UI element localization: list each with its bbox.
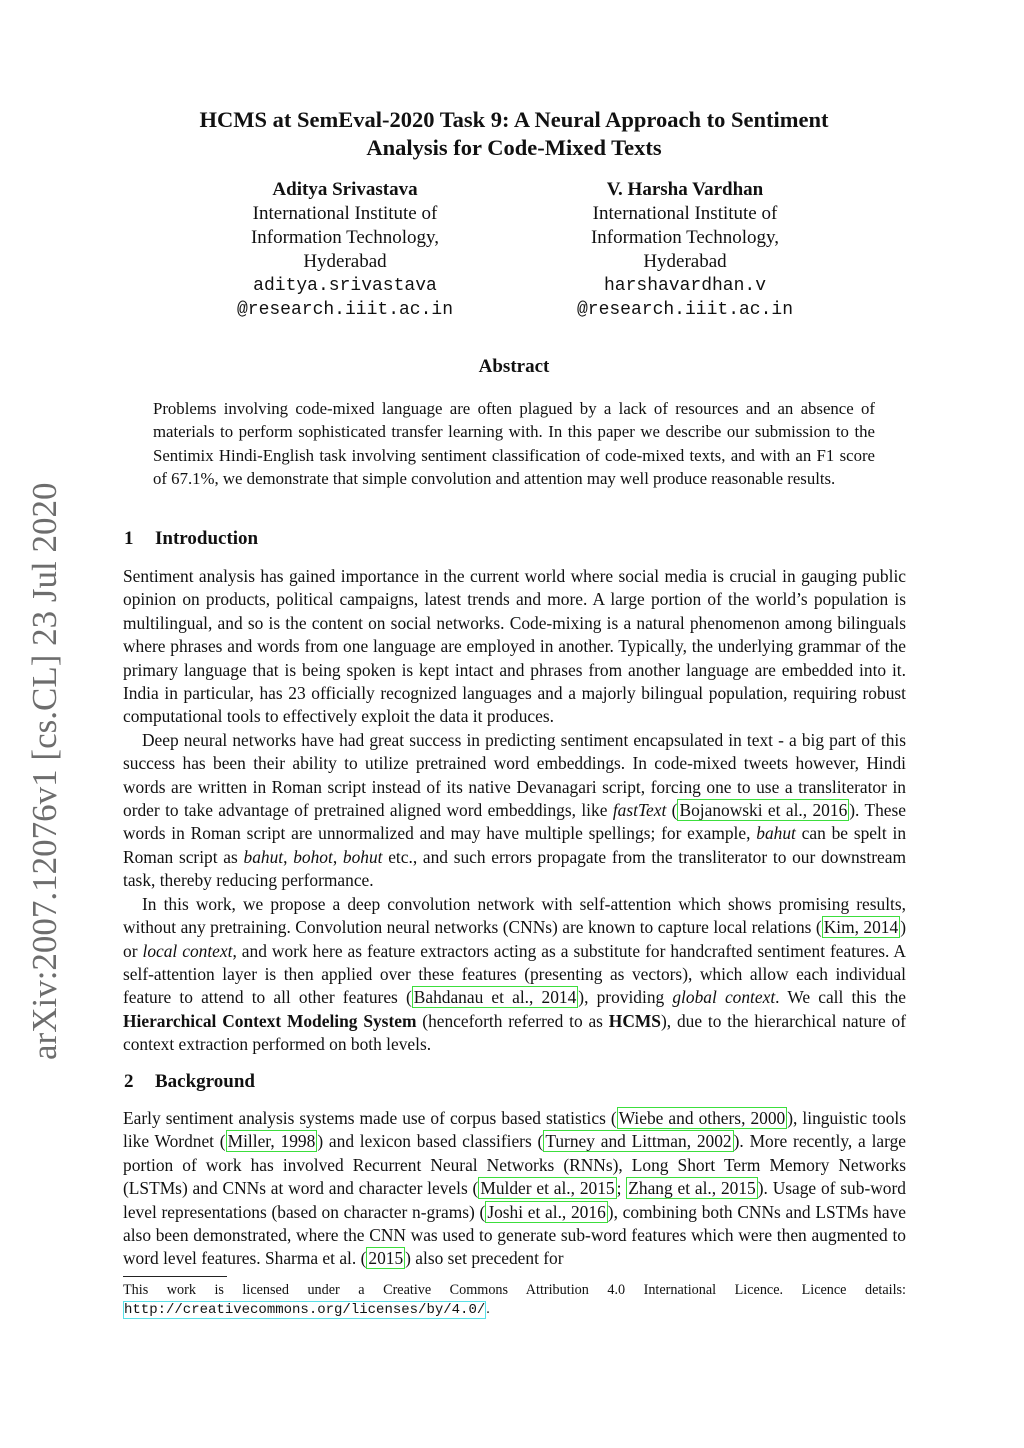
abstract-text: Problems involving code-mixed language are often plagued by a lack of resources and an absence of materials to perform sophisticated transfer learning with. In this paper we describe our submission to the Sentimix Hindi-English task involving sentiment classification of code-mixed texts, and with an F1 score of 67.1%, we demonstrate that simple convolution and attention may well produce reasonable results. bbox=[153, 399, 875, 489]
author-affiliation: International Institute of bbox=[592, 203, 778, 224]
citation-link[interactable]: Wiebe and others, 2000 bbox=[618, 1108, 786, 1128]
abstract-heading: Abstract bbox=[478, 356, 550, 377]
section-title: Background bbox=[155, 1071, 255, 1092]
title-line-2: Analysis for Code-Mixed Texts bbox=[366, 135, 662, 160]
paper-title bbox=[120, 106, 908, 162]
footnote-rule bbox=[123, 1276, 227, 1277]
section-heading-background bbox=[124, 1071, 255, 1093]
paragraph: Deep neural networks have had great success in predicting sentiment encapsulated in text - a big part of this success has been their ability to utilize pretrained word embeddings. In code-mixed tweets however, Hindi words are written in Roman script instead of its native Devanagari script, forcing one to use a transliterator in order to take advantage of pretrained aligned word embeddings, like fastText ( Bojanowski et al., 2016 ). These words in Roman script are unnormalized and may have multiple spellings; for example, bahut can be spelt in Roman script as bahut, bohot, bohut etc., and such errors propagate from the transliterator to our downstream task, thereby reducing performance. bbox=[123, 729, 907, 891]
background-body bbox=[123, 1107, 906, 1271]
author-email: harshavardhan.v bbox=[603, 276, 767, 296]
paragraph: Sentiment analysis has gained importance in the current world where social media is crucial in gauging public opinion on products, political campaigns, latest trends and more. A large portion of the world’s population is multilingual, and so is the content on social networks. Code-mixing is a natural phenomenon among bilinguals where phrases and words from one language are employed in another. Typically, the underlying grammar of the primary language that is being spoken is kept intact and phrases from another language are embedded into it. India in particular, has 23 officially recognized languages and a majorly bilingual population, requiring robust computational tools to effectively exploit the data it produces. bbox=[123, 566, 906, 727]
author-affiliation: Information Technology, bbox=[250, 227, 440, 248]
citation-link[interactable]: Zhang et al., 2015 bbox=[628, 1178, 756, 1199]
author-name: V. Harsha Vardhan bbox=[606, 179, 764, 200]
author-affiliation: International Institute of bbox=[252, 203, 438, 224]
author-email: @research.iiit.ac.in bbox=[576, 300, 794, 320]
arxiv-identifier: arXiv:2007.12076v1 [cs.CL] 23 Jul 2020 bbox=[25, 482, 64, 1060]
title-line-1: HCMS at SemEval-2020 Task 9: A Neural Approach to Sentiment bbox=[199, 107, 829, 132]
citation-link[interactable]: Bahdanau et al., 2014 bbox=[413, 987, 577, 1008]
author-affiliation: Hyderabad bbox=[643, 251, 727, 272]
author-email: aditya.srivastava bbox=[253, 276, 437, 296]
footnote: This work is licensed under a Creative Commons Attribution 4.0 International Licence. Licence details: http://creativecommons.org/licenses/by/4.0/. bbox=[123, 1282, 906, 1318]
citation-link[interactable]: Mulder et al., 2015 bbox=[480, 1178, 615, 1199]
section-title: Introduction bbox=[155, 528, 259, 549]
author-1 bbox=[195, 178, 495, 322]
citation-link[interactable]: 2015 bbox=[368, 1248, 404, 1269]
citation-link[interactable]: Bojanowski et al., 2016 bbox=[679, 800, 848, 821]
section-number: 1 bbox=[124, 528, 134, 549]
section-heading-introduction bbox=[124, 528, 258, 550]
citation-link[interactable]: Miller, 1998 bbox=[227, 1131, 316, 1152]
citation-link[interactable]: Turney and Littman, 2002 bbox=[545, 1131, 732, 1152]
license-url-link[interactable]: http://creativecommons.org/licenses/by/4.0/ bbox=[124, 1301, 486, 1318]
paragraph: In this work, we propose a deep convolution network with self-attention which shows promising results, without any pretraining. Convolution neural networks (CNNs) are known to capture local relations ( Kim, 2014 ) or local context, and work here as feature extractors acting as a substitute for handcrafted sentiment features. A self-attention layer is then applied over these features (presenting as vectors), which allow each individual feature to attend to all other features ( Bahdanau et al., 2014 ), providing global context. We call this the Hierarchical Context Modeling System (henceforth referred to as HCMS), due to the hierarchical nature of context extraction performed on both levels. bbox=[123, 893, 906, 1055]
introduction-body bbox=[123, 565, 906, 1057]
citation-link[interactable]: Kim, 2014 bbox=[823, 917, 899, 938]
section-number: 2 bbox=[124, 1071, 134, 1092]
author-2 bbox=[535, 178, 835, 322]
paragraph: Early sentiment analysis systems made use of corpus based statistics ( Wiebe and others, 2000 ), linguistic tools like Wordnet ( Miller, 1998 ) and lexicon based classifiers ( Turney and Littman, 2002 ). More recently, a large portion of work has involved Recurrent Neural Networks (RNNs), Long Short Term Memory Networks (LSTMs) and CNNs at word and character levels ( Mulder et al., 2015 ; Zhang et al., 2015 ). Usage of sub-word level representations (based on character n-grams) ( Joshi et al., 2016 ), combining both CNNs and LSTMs have also been demonstrated, where the CNN was used to generate sub-word features which were then augmented to word level features. Sharma et al. ( 2015 ) also set precedent for bbox=[123, 1108, 907, 1269]
author-email: @research.iiit.ac.in bbox=[236, 300, 454, 320]
author-name: Aditya Srivastava bbox=[272, 179, 418, 200]
author-affiliation: Hyderabad bbox=[303, 251, 387, 272]
author-affiliation: Information Technology, bbox=[590, 227, 780, 248]
citation-link[interactable]: Joshi et al., 2016 bbox=[487, 1201, 606, 1222]
